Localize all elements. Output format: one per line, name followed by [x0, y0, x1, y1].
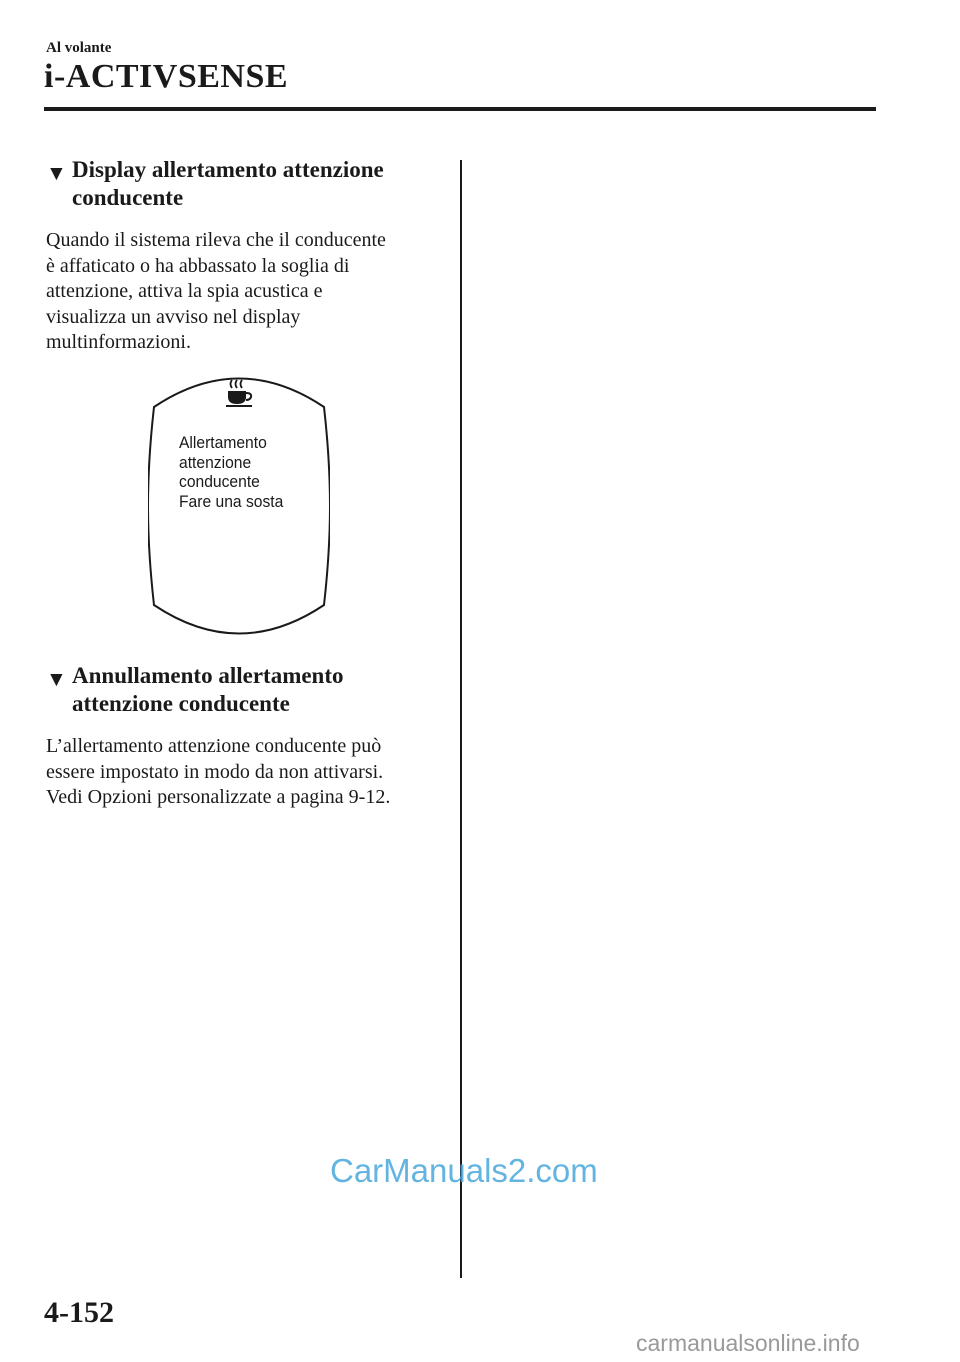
section-body-cancel-attention-alert	[46, 734, 446, 811]
breadcrumb: Al volante	[46, 40, 112, 56]
triangle-marker-icon: ▼	[46, 667, 67, 691]
section-heading-cancel-attention-alert	[46, 662, 446, 718]
body-line: L’allertamento attenzione conducente può	[46, 735, 382, 757]
display-line: conducente	[179, 472, 260, 491]
watermark-carmanualsonline: carmanualsonline.info	[636, 1330, 860, 1356]
multi-information-display-figure	[148, 372, 330, 640]
display-line: Fare una sosta	[179, 491, 284, 511]
body-line: Quando il sistema rileva che il conducente	[46, 229, 386, 251]
section-body-driver-attention-display	[46, 228, 446, 356]
section-title-line: Annullamento allertamento	[72, 663, 344, 688]
column-divider	[460, 160, 462, 1278]
display-line: attenzione	[179, 452, 252, 472]
display-line: Allertamento	[179, 433, 267, 452]
triangle-marker-icon: ▼	[46, 161, 67, 185]
section-title-line: conducente	[72, 185, 184, 210]
page-number: 4-152	[44, 1296, 114, 1329]
watermark-carmanuals2: CarManuals2.com	[330, 1152, 598, 1189]
body-line: Vedi Opzioni personalizzate a pagina 9-12.	[46, 786, 391, 808]
section-heading-driver-attention-display	[46, 156, 446, 212]
body-line: multinformazioni.	[46, 331, 191, 353]
display-warning-text	[179, 433, 317, 511]
body-line: attenzione, attiva la spia acustica e	[46, 280, 323, 302]
section-title-line: attenzione conducente	[72, 691, 290, 716]
section-title-line: Display allertamento attenzione	[72, 157, 384, 182]
body-line: visualizza un avviso nel display	[46, 305, 301, 328]
body-line: essere impostato in modo da non attivarsi.	[46, 760, 384, 783]
chapter-title: i-ACTIVSENSE	[44, 58, 289, 95]
header-rule	[44, 107, 876, 111]
body-line: è affaticato o ha abbassato la soglia di	[46, 254, 350, 277]
